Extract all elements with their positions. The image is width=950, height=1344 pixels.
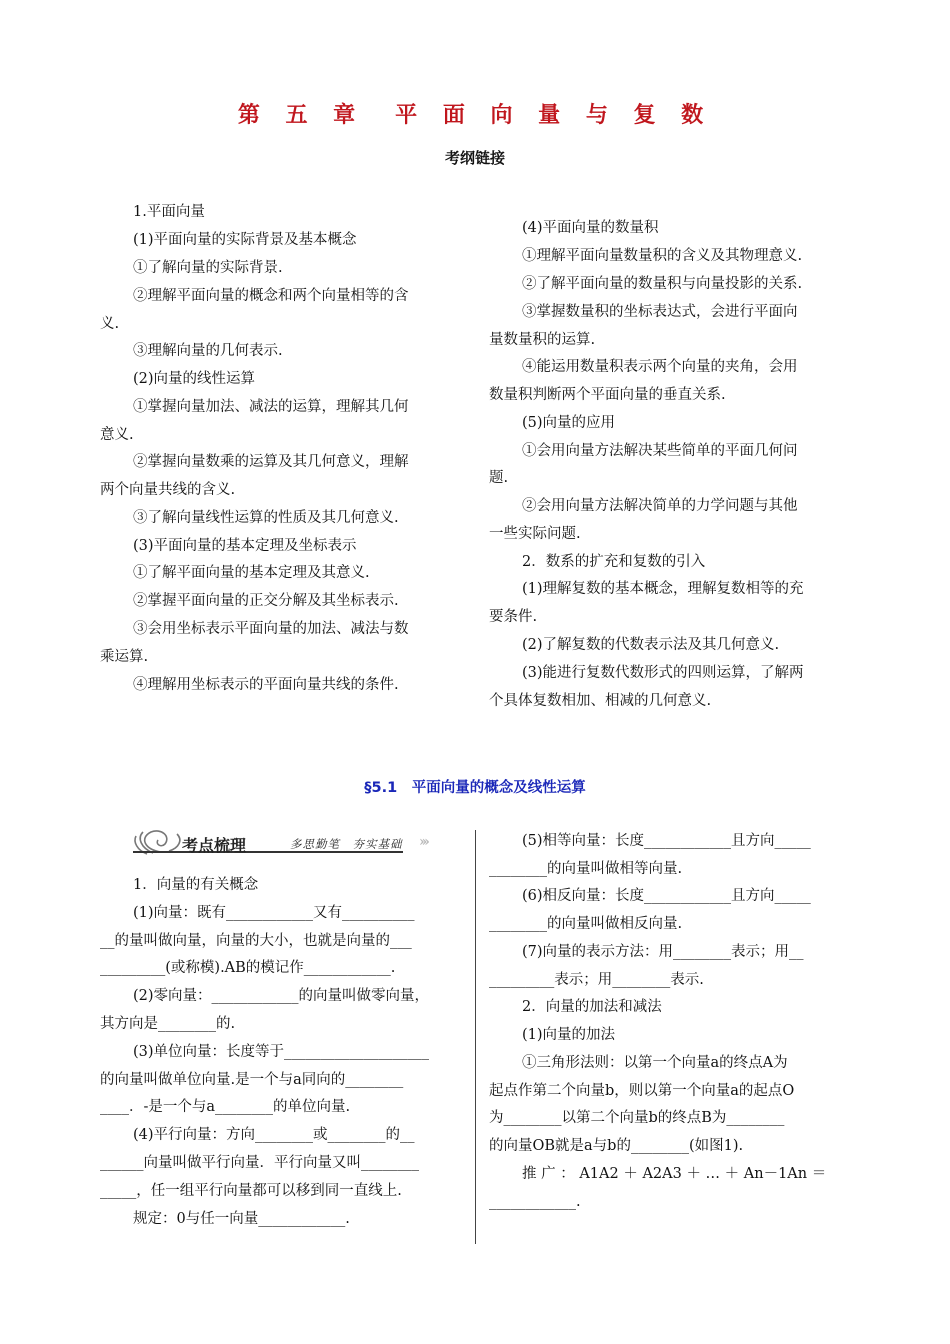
syllabus-line: ②了解平面向量的数量积与向量投影的关系. <box>522 276 803 292</box>
syllabus-line: ②会用向量方法解决简单的力学问题与其他 <box>522 498 798 514</box>
body-line: (2)零向量：____________的向量叫做零向量， <box>133 988 430 1004</box>
body-line: 其方向是________的. <box>100 1016 236 1032</box>
body-line: 为________以第二个向量b的终点B为________ <box>489 1110 785 1126</box>
syllabus-line: (1)理解复数的基本概念，理解复数相等的充 <box>522 581 804 597</box>
syllabus-line: 乘运算. <box>100 649 149 665</box>
body-line: _____，任一组平行向量都可以移到同一直线上. <box>100 1183 402 1199</box>
section-title: §5.1 平面向量的概念及线性运算 <box>364 780 586 796</box>
syllabus-line: 题. <box>489 470 509 486</box>
body-line: 推 广 ： A1A2 ＋ A2A3 ＋ … ＋ An－1An ＝ <box>522 1166 827 1182</box>
syllabus-line: ①了解向量的实际背景. <box>133 260 283 276</box>
chapter-title: 第 五 章 平 面 向 量 与 复 数 <box>237 103 713 128</box>
syllabus-line: ①掌握向量加法、减法的运算，理解其几何 <box>133 399 409 415</box>
syllabus-heading: 考纲链接 <box>444 149 505 167</box>
syllabus-line: 2．数系的扩充和复数的引入 <box>522 554 706 570</box>
body-line: ________的向量叫做相等向量. <box>489 861 683 877</box>
banner-slogan: 多思勤笔 夯实基础 <box>290 837 403 851</box>
syllabus-line: (3)平面向量的基本定理及坐标表示 <box>133 538 357 554</box>
syllabus-line: 义. <box>100 316 120 332</box>
body-line: 规定：0与任一向量____________. <box>133 1211 350 1227</box>
body-line: 的向量叫做单位向量.是一个与a同向的________ <box>100 1072 404 1088</box>
column-divider <box>475 830 476 1244</box>
syllabus-line: ③了解向量线性运算的性质及其几何意义. <box>133 510 399 526</box>
syllabus-line: ①会用向量方法解决某些简单的平面几何问 <box>522 443 798 459</box>
body-line: _________表示；用________表示. <box>489 972 704 988</box>
syllabus-line: ③掌握数量积的坐标表达式，会进行平面向 <box>522 304 798 320</box>
syllabus-line: (2)向量的线性运算 <box>133 371 256 387</box>
syllabus-line: ①了解平面向量的基本定理及其意义. <box>133 565 370 581</box>
banner-title: 考点梳理 <box>182 836 247 855</box>
body-line: 起点作第二个向量b，则以第一个向量a的起点O <box>489 1083 795 1099</box>
syllabus-line: ④能运用数量积表示两个向量的夹角，会用 <box>522 359 798 375</box>
body-line: _________(或称模).AB的模记作____________. <box>100 960 396 976</box>
syllabus-line: ③理解向量的几何表示. <box>133 343 283 359</box>
body-line: 1．向量的有关概念 <box>133 877 259 893</box>
syllabus-line: (2)了解复数的代数表示法及其几何意义. <box>522 637 780 653</box>
syllabus-line: 两个向量共线的含义. <box>100 482 236 498</box>
syllabus-line: (3)能进行复数代数形式的四则运算，了解两 <box>522 665 804 681</box>
swirl-ornament-icon <box>131 826 189 860</box>
body-line: ________的向量叫做相反向量. <box>489 916 683 932</box>
body-line: ______向量叫做平行向量．平行向量又叫________ <box>100 1155 419 1171</box>
syllabus-line: 个具体复数相加、相减的几何意义. <box>489 693 712 709</box>
syllabus-line: (1)平面向量的实际背景及基本概念 <box>133 232 357 248</box>
body-line: ____．-是一个与a________的单位向量. <box>100 1099 351 1115</box>
syllabus-line: 一些实际问题. <box>489 526 581 542</box>
body-line: (6)相反向量：长度____________且方向_____ <box>522 888 811 904</box>
body-line: (5)相等向量：长度____________且方向_____ <box>522 833 811 849</box>
body-line: ①三角形法则：以第一个向量a的终点A为 <box>522 1055 788 1071</box>
syllabus-line: ②掌握平面向量的正交分解及其坐标表示. <box>133 593 399 609</box>
syllabus-line: ②理解平面向量的概念和两个向量相等的含 <box>133 288 409 304</box>
chevrons-icon: ››› <box>419 834 427 850</box>
body-line: (7)向量的表示方法：用________表示；用__ <box>522 944 804 960</box>
body-line: (1)向量：既有____________又有__________ <box>133 905 415 921</box>
body-line: __的量叫做向量，向量的大小，也就是向量的___ <box>100 933 412 949</box>
body-line: ____________. <box>489 1194 581 1210</box>
body-line: (4)平行向量：方向________或________的__ <box>133 1127 415 1143</box>
body-line: (3)单位向量：长度等于____________________ <box>133 1044 430 1060</box>
syllabus-line: (4)平面向量的数量积 <box>522 220 659 236</box>
key-points-banner <box>127 826 457 862</box>
syllabus-line: (5)向量的应用 <box>522 415 616 431</box>
syllabus-line: 量数量积的运算. <box>489 332 596 348</box>
syllabus-line: ④理解用坐标表示的平面向量共线的条件. <box>133 677 399 693</box>
body-line: 2．向量的加法和减法 <box>522 999 662 1015</box>
syllabus-line: ③会用坐标表示平面向量的加法、减法与数 <box>133 621 409 637</box>
syllabus-line: 意义. <box>100 427 134 443</box>
syllabus-line: ②掌握向量数乘的运算及其几何意义，理解 <box>133 454 409 470</box>
body-line: 的向量OB就是a与b的________(如图1). <box>489 1138 744 1154</box>
body-line: (1)向量的加法 <box>522 1027 616 1043</box>
syllabus-line: 1.平面向量 <box>133 204 205 220</box>
syllabus-line: 要条件. <box>489 609 538 625</box>
syllabus-line: 数量积判断两个平面向量的垂直关系. <box>489 387 726 403</box>
syllabus-line: ①理解平面向量数量积的含义及其物理意义. <box>522 248 803 264</box>
